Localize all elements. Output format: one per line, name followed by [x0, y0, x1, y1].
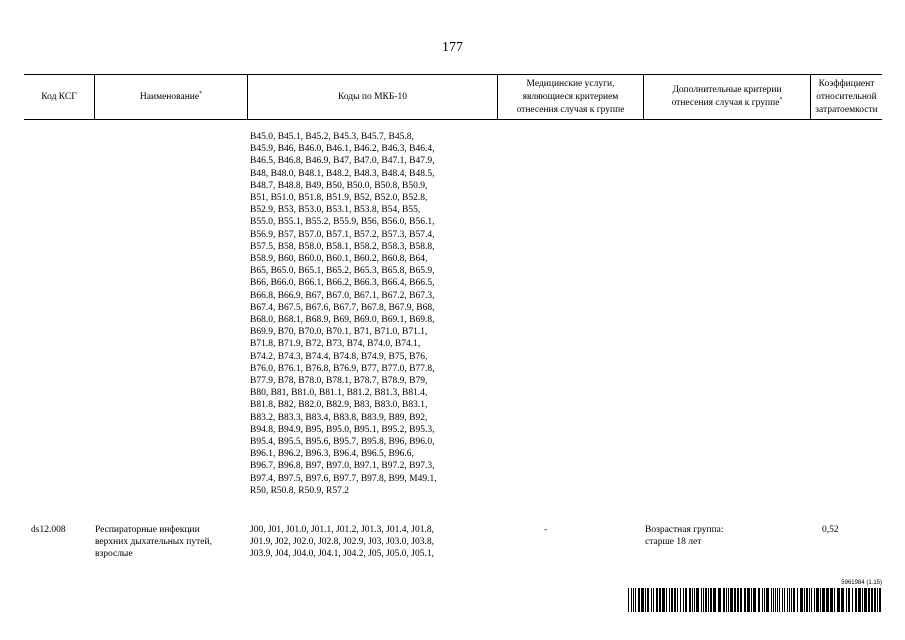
page-number: 177	[442, 40, 463, 55]
header-coef	[810, 75, 882, 119]
header-coef-text: Коэффициент относительной затратоемкости	[815, 78, 878, 115]
ksg-coefficient: 0,52	[822, 525, 839, 535]
header-icd	[247, 75, 497, 119]
header-code-text: Код КСГ	[41, 91, 77, 102]
header-extra-text	[672, 84, 783, 110]
table-header	[24, 74, 882, 120]
continuation-icd-codes: B45.0, B45.1, B45.2, B45.3, B45.7, B45.8, B45.9, B46, B46.0, B46.1, B46.2, B46.3, B46.4, B46.5, B46.8, B46.9, B47, B47.0, B47.1, B47.9, B48, B48.0, B48.1, B48.2, B48.3, B48.4, B48.5, B48.7, B48.8, B49, B50, B50.0, B50.8, B50.9, B51, B51.0, B51.8, B51.9, B52, B52.0, B52.8, B52.9, B53, B53.0, B53.1, B53.8, B54, B55, B55.0, B55.1, B55.2, B55.9, B56, B56.0, B56.1, B56.9, B57, B57.0, B57.1, B57.2, B57.3, B57.4, B57.5, B58, B58.0, B58.1, B58.2, B58.3, B58.8, B58.9, B60, B60.0, B60.1, B60.2, B60.8, B64, B65, B65.0, B65.1, B65.2, B65.3, B65.8, B65.9, B66, B66.0, B66.1, B66.2, B66.3, B66.4, B66.5, B66.8, B66.9, B67, B67.0, B67.1, B67.2, B67.3, B67.4, B67.5, B67.6, B67.7, B67.8, B67.9, B68, B68.0, B68.1, B68.9, B69, B69.0, B69.1, B69.8, B69.9, B70, B70.0, B70.1, B71, B71.0, B71.1, B71.8, B71.9, B72, B73, B74, B74.0, B74.1, B74.2, B74.3, B74.4, B74.8, B74.9, B75, B76, B76.0, B76.1, B76.8, B76.9, B77, B77.0, B77.8, B77.9, B78, B78.0, B78.1, B78.7, B78.9, B79, B80, B81, B81.0, B81.1, B81.2, B81.3, B81.4, B81.8, B82, B82.0, B82.9, B83, B83.0, B83.1, B83.2, B83.3, B83.4, B83.8, B83.9, B89, B92, B94.8, B94.9, B95, B95.0, B95.1, B95.2, B95.3, B95.4, B95.5, B95.6, B95.7, B95.8, B96, B96.0, B96.1, B96.2, B96.3, B96.4, B96.5, B96.6, B96.7, B96.8, B97, B97.0, B97.1, B97.2, B97.3, B97.4, B97.5, B97.6, B97.7, B97.8, B99, M49.1, R50, R50.8, R50.9, R57.2	[250, 132, 437, 496]
header-name	[94, 75, 247, 119]
ksg-icd-codes: J00, J01, J01.0, J01.1, J01.2, J01.3, J01.4, J01.8, J01.9, J02, J02.0, J02.8, J02.9, J03, J03.0, J03.8, J03.9, J04, J04.0, J04.1, J04.2, J05, J05.0, J05.1,	[250, 525, 434, 560]
header-extra-label: Дополнительные критерии отнесения случая к группе	[671, 85, 782, 108]
barcode-image	[628, 588, 882, 612]
barcode-block	[628, 580, 882, 612]
ksg-code: ds12.008	[31, 525, 66, 535]
header-services-text: Медицинские услуги, являющиеся критерием отнесения случая к группе	[516, 78, 625, 115]
header-code	[24, 75, 94, 119]
ksg-extra-criteria: Возрастная группа: старше 18 лет	[645, 525, 724, 548]
header-name-label: Наименование	[139, 91, 200, 102]
header-extra-footnote-mark: *	[779, 96, 783, 103]
header-name-footnote-mark: *	[199, 90, 203, 97]
ksg-services: -	[544, 525, 548, 535]
header-extra	[643, 75, 810, 119]
barcode-label: 5961984 (1.15)	[841, 580, 882, 586]
header-name-text	[140, 91, 202, 104]
header-services	[497, 75, 643, 119]
header-icd-text: Коды по МКБ-10	[337, 91, 408, 102]
ksg-name: Респираторные инфекции верхних дыхательных путей, взрослые	[95, 525, 212, 560]
